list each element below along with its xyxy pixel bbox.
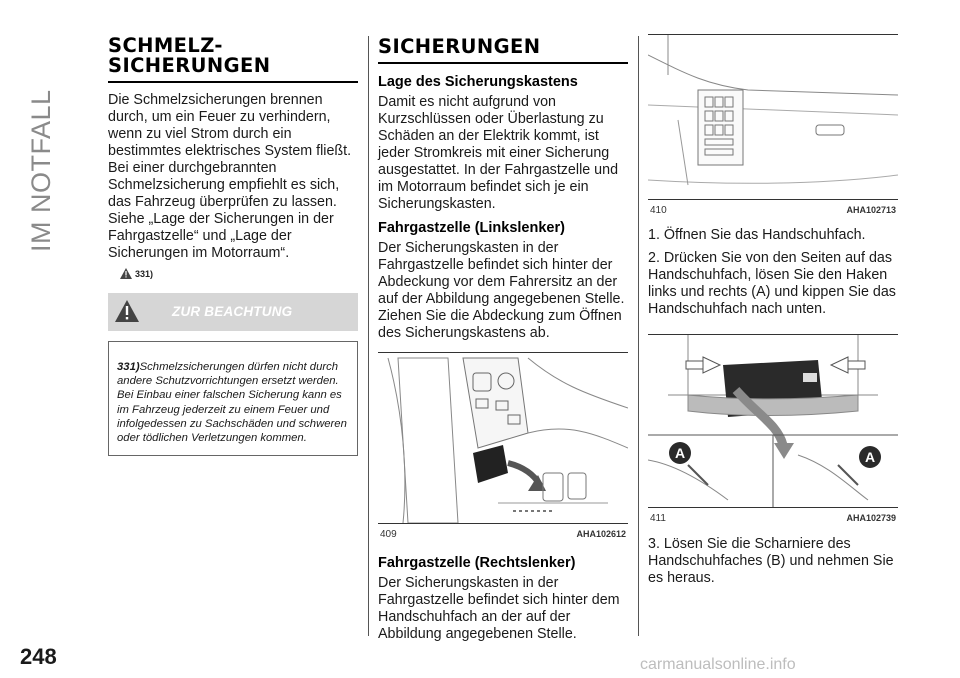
warning-reference: 331) xyxy=(120,268,358,279)
figure-409 xyxy=(378,352,628,540)
step-3: 3. Lösen Sie die Scharniere des Handschuhfaches (B) und nehmen Sie es heraus. xyxy=(648,536,894,586)
paragraph: Der Sicherungskasten in der Fahrgastzelle befindet sich hinter der Abdeckung vor dem Fahrersitz an der auf der Abbildung angegebenen Stelle. Ziehen Sie die Abdeckung zum Öffnen des Sicherungskastens ab. xyxy=(378,240,625,341)
intro-paragraph: Die Schmelzsicherungen brennen durch, um ein Feuer zu verhindern, wenn zu viel Strom durch ein bestimmtes elektrisches System fließt. Bei einer durchgebrannten Schmelzsicherung empfiehlt es sich, das Fahrzeug überprüfen zu lassen. Siehe „Lage der Sicherungen in der Fahrgastzelle“ und „Lage der Sicherungen im Motorraum“. xyxy=(108,92,352,261)
figure-caption: 409 AHA102612 xyxy=(380,529,626,540)
column-divider xyxy=(638,36,639,636)
page-number: 248 xyxy=(20,644,57,669)
column-divider xyxy=(368,36,369,636)
dashboard-illustration xyxy=(378,353,628,523)
callout-a-right: A xyxy=(864,449,876,465)
callout-a-left: A xyxy=(674,445,686,461)
section-heading: SICHERUNGEN xyxy=(378,36,628,64)
watermark: carmanualsonline.info xyxy=(640,656,796,673)
figure-411 xyxy=(648,334,898,524)
step-1: 1. Öffnen Sie das Handschuhfach. xyxy=(648,227,866,243)
warning-title: ZUR BEACHTUNG xyxy=(172,304,293,319)
paragraph: Der Sicherungskasten in der Fahrgastzelle befindet sich hinter dem Handschuhfach an der auf der Abbildung angegebenen Stelle. xyxy=(378,575,620,642)
glovebox-illustration xyxy=(648,335,898,507)
side-tab-label: IM NOTFALL xyxy=(26,89,56,252)
column-2 xyxy=(378,36,628,649)
subheading: Lage des Sicherungskastens xyxy=(378,74,578,90)
warning-small-icon xyxy=(120,268,132,279)
figure-410 xyxy=(648,34,898,216)
column-3 xyxy=(648,36,898,593)
subheading: Fahrgastzelle (Linkslenker) xyxy=(378,220,565,236)
section-heading: SCHMELZ- SICHERUNGEN xyxy=(108,36,358,83)
paragraph: Damit es nicht aufgrund von Kurzschlüssen oder Überlastung zu Schäden an der Elektrik kommt, ist jeder Stromkreis mit einer Sicherung ausgestattet. In der Fahrgastzelle und im Motorraum befindet sich je ein Sicherungskasten. xyxy=(378,94,619,212)
column-1 xyxy=(108,36,358,456)
figure-caption: 410 AHA102713 xyxy=(650,205,896,216)
side-tab xyxy=(20,30,56,260)
subheading: Fahrgastzelle (Rechtslenker) xyxy=(378,555,576,571)
figure-caption: 411 AHA102739 xyxy=(650,513,896,524)
warning-text: 331)Schmelzsicherungen dürfen nicht durch andere Schutzvorrichtungen ersetzt werden. Bei Einbau einer falschen Sicherung kann es im Fahrzeug jederzeit zu einem Feuer und infolgedessen zu Sachschäden und schweren oder tödlichen Verletzungen kommen. xyxy=(117,361,347,445)
warning-box xyxy=(108,341,358,456)
warning-icon xyxy=(114,299,140,323)
warning-header xyxy=(108,293,358,331)
step-2: 2. Drücken Sie von den Seiten auf das Handschuhfach, lösen Sie den Haken links und rechts (A) und kippen Sie das Handschuhfach nach unten. xyxy=(648,250,896,317)
fuse-box-illustration xyxy=(648,35,898,199)
